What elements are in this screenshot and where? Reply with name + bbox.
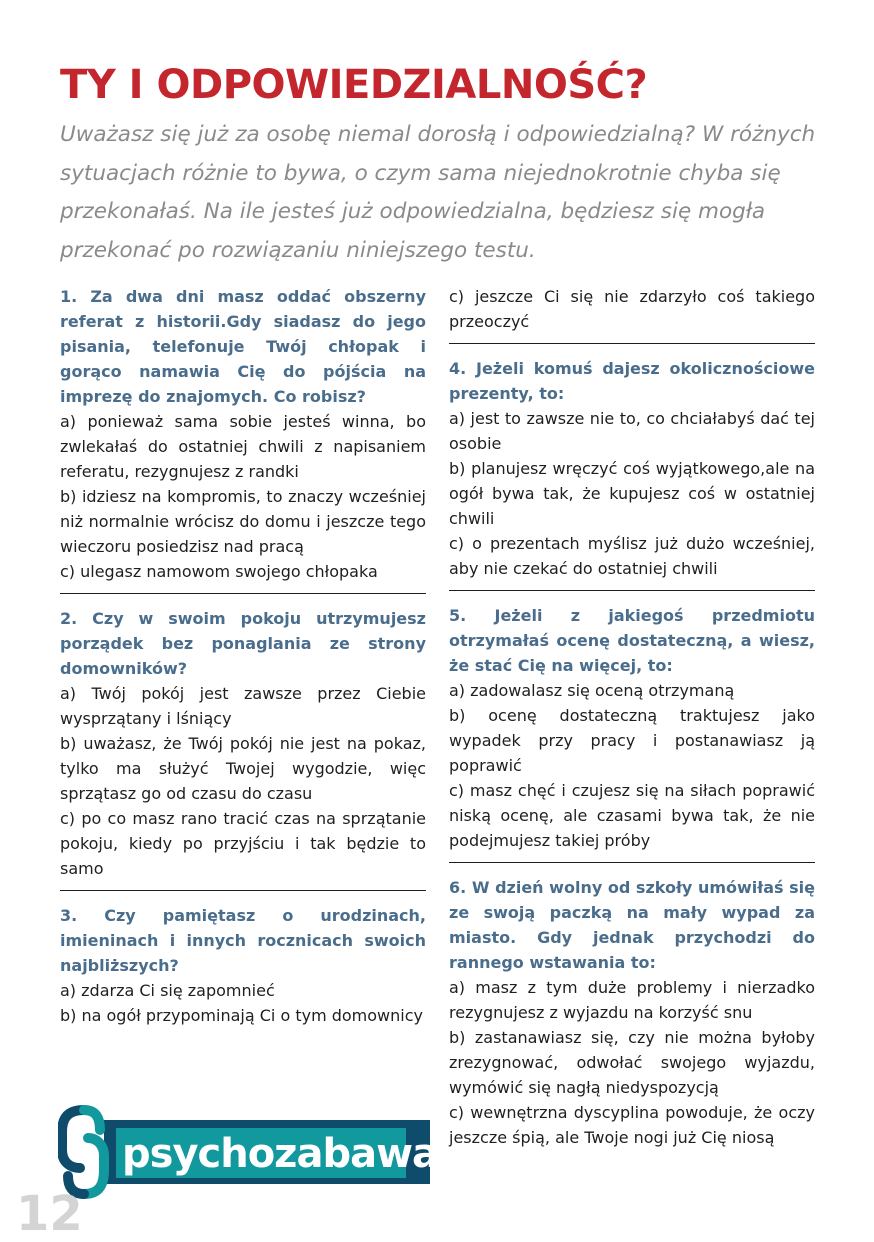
answer-a: a) jest to zawsze nie to, co chciałabyś dać tej osobie: [449, 409, 815, 453]
question-title: 4. Jeżeli komuś dajesz okolicznościowe prezenty, to:: [449, 359, 815, 403]
answer-a: a) masz z tym duże problemy i nierzadko rezygnujesz z wyjazdu na korzyść snu: [449, 978, 815, 1022]
question-block-continued: [449, 284, 815, 334]
divider: [449, 590, 815, 591]
question-block: [60, 606, 426, 881]
left-column: [60, 284, 426, 1028]
question-title: 1. Za dwa dni masz oddać obszerny referat z historii.Gdy siadasz do jego pisania, telefonuje Twój chłopak i gorąco namawia Cię do pójścia na imprezę do znajomych. Co robisz?: [60, 287, 426, 406]
answer-a: a) zdarza Ci się zapomnieć: [60, 981, 275, 1000]
question-title: 3. Czy pamiętasz o urodzinach, imieninach i innych rocznicach swoich najbliższych?: [60, 906, 426, 975]
logo-text: psychozabawa: [122, 1131, 439, 1177]
answer-c: c) ulegasz namowom swojego chłopaka: [60, 562, 378, 581]
question-block: [60, 903, 426, 1028]
divider: [60, 890, 426, 891]
answer-b: b) planujesz wręczyć coś wyjątkowego,ale na ogół bywa tak, że kupujesz coś w ostatniej chwili: [449, 459, 815, 528]
answer-b: b) na ogół przypominają Ci o tym domownicy: [60, 1006, 423, 1025]
answer-b: b) uważasz, że Twój pokój nie jest na pokaz, tylko ma służyć Twojej wygodzie, więc sprzątasz go od czasu do czasu: [60, 734, 426, 803]
right-column: [449, 284, 815, 1150]
divider: [449, 862, 815, 863]
page-title: TY I ODPOWIEDZIALNOŚĆ?: [60, 62, 648, 108]
answer-a: a) Twój pokój jest zawsze przez Ciebie wysprzątany i lśniący: [60, 684, 426, 728]
question-block: [449, 875, 815, 1150]
answer-b: b) idziesz na kompromis, to znaczy wcześniej niż normalnie wrócisz do domu i jeszcze tego wieczoru posiedzisz nad pracą: [60, 487, 426, 556]
answer-c: c) po co masz rano tracić czas na sprzątanie pokoju, kiedy po przyjściu i tak będzie to samo: [60, 809, 426, 878]
psychozabawa-logo: [58, 1104, 439, 1200]
divider: [60, 593, 426, 594]
question-title: 5. Jeżeli z jakiegoś przedmiotu otrzymałaś ocenę dostateczną, a wiesz, że stać Cię na więcej, to:: [449, 606, 815, 675]
divider: [449, 343, 815, 344]
answer-c: c) o prezentach myślisz już dużo wcześniej, aby nie czekać do ostatniej chwili: [449, 534, 815, 578]
answer-a: a) ponieważ sama sobie jesteś winna, bo zwlekałaś do ostatniej chwili z napisaniem referatu, rezygnujesz z randki: [60, 412, 426, 481]
question-title: 2. Czy w swoim pokoju utrzymujesz porządek bez ponaglania ze strony domowników?: [60, 609, 426, 678]
answer-c: c) jeszcze Ci się nie zdarzyło coś takiego przeoczyć: [449, 287, 815, 331]
answer-a: a) zadowalasz się oceną otrzymaną: [449, 681, 735, 700]
question-title: 6. W dzień wolny od szkoły umówiłaś się ze swoją paczką na mały wypad za miasto. Gdy jednak przychodzi do rannego wstawania to:: [449, 878, 815, 972]
answer-b: b) zastanawiasz się, czy nie można byłoby zrezygnować, odwołać swojego wyjazdu, wymówić się nagłą niedyspozycją: [449, 1028, 815, 1097]
answer-c: c) masz chęć i czujesz się na siłach poprawić niską ocenę, ale czasami bywa tak, że nie podejmujesz takiej próby: [449, 781, 815, 850]
answer-c: c) wewnętrzna dyscyplina powoduje, że oczy jeszcze śpią, ale Twoje nogi już Cię niosą: [449, 1103, 815, 1147]
answer-b: b) ocenę dostateczną traktujesz jako wypadek przy pracy i postanawiasz ją poprawić: [449, 706, 815, 775]
question-block: [449, 356, 815, 581]
intro-text: Uważasz się już za osobę niemal dorosłą i odpowiedzialną? W różnych sytuacjach różnie to bywa, o czym sama niejednokrotnie chyba się przekonałaś. Na ile jesteś już odpowiedzialna, będziesz się mogła przekonać po rozwiązaniu niniejszego testu.: [60, 122, 816, 263]
page-number: 12: [16, 1186, 83, 1242]
question-block: [60, 284, 426, 584]
question-block: [449, 603, 815, 853]
